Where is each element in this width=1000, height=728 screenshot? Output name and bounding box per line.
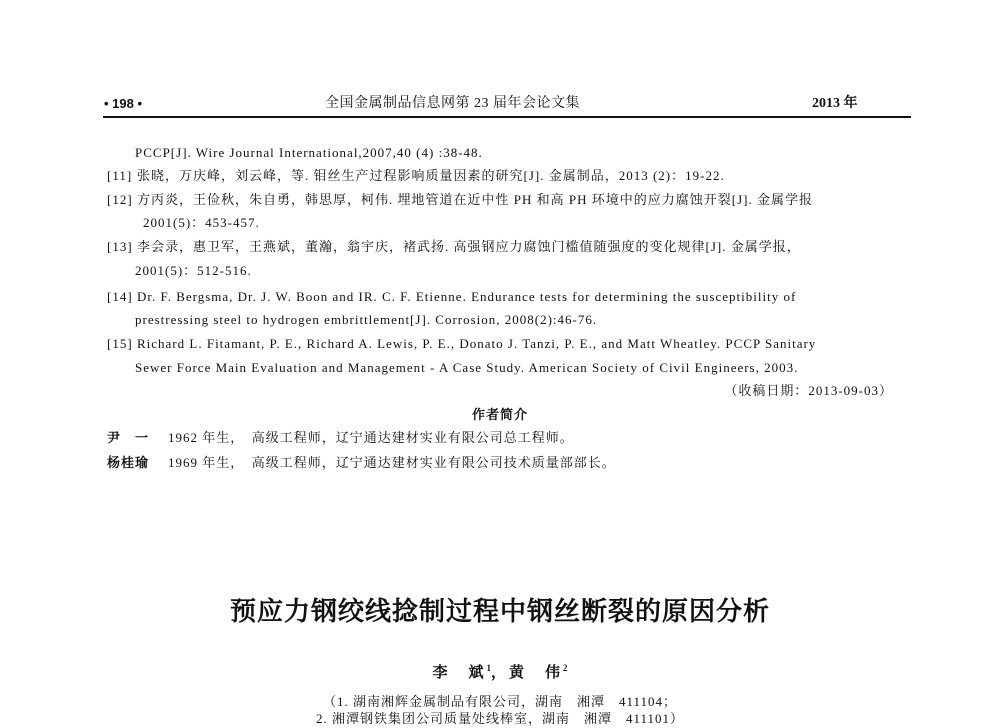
reference-number: [11] [107, 168, 133, 183]
author-separator: ， [490, 665, 509, 681]
reference-number: [13] [107, 239, 133, 254]
reference-text: 方丙炎，王俭秋，朱自勇，韩思厚，柯伟. 埋地管道在近中性 PH 和高 PH 环境中的应力腐蚀开裂[J]. 金属学报 [137, 192, 813, 207]
author-bio-entry [107, 455, 616, 471]
reference-number: [12] [107, 192, 133, 207]
affiliation-mark: 1 [486, 663, 491, 673]
author-bio-text: 1962 年生， 高级工程师，辽宁通达建材实业有限公司总工程师。 [168, 430, 574, 445]
affiliation-line: （1. 湖南湘辉金属制品有限公司，湖南 湘潭 411104； [322, 694, 678, 709]
author-name: 杨桂瑜 [107, 455, 150, 470]
reference-item [107, 239, 801, 255]
reference-number: [15] [107, 336, 133, 351]
reference-text: Dr. F. Bergsma, Dr. J. W. Boon and IR. C. F. Etienne. Endurance tests for determining the susceptibility of [137, 289, 797, 304]
author-bio-text: 1969 年生， 高级工程师，辽宁通达建材实业有限公司技术质量部部长。 [168, 455, 616, 470]
reference-item [107, 168, 725, 184]
header-rule [103, 116, 911, 118]
reference-text-continued: 2001(5)：453-457. [143, 215, 260, 230]
article-authors [0, 664, 1000, 682]
reference-text: 李会录，惠卫军，王燕斌，董瀚，翁宇庆，褚武扬. 高强钢应力腐蚀门槛值随强度的变化规律[J]. 金属学报， [137, 239, 801, 254]
reference-text: Richard L. Fitamant, P. E., Richard A. Lewis, P. E., Donato J. Tanzi, P. E., and Matt Wheatley. PCCP Sanitary [137, 336, 817, 351]
reference-number: [14] [107, 289, 133, 304]
reference-item [107, 336, 816, 352]
header-year: 2013 年 [812, 96, 858, 111]
reference-text-continued: Sewer Force Main Evaluation and Management - A Case Study. American Society of Civil Engineers, 2003. [135, 360, 799, 375]
affiliation-line: 2. 湘潭钢铁集团公司质量处线棒室，湖南 湘潭 411101） [315, 711, 685, 726]
affiliation-mark: 2 [563, 663, 568, 673]
article-author-name: 李 斌 [432, 665, 487, 681]
proceedings-title: 全国金属制品信息网第 23 届年会论文集 [325, 96, 580, 111]
reference-text-continued: 2001(5)：512-516. [135, 263, 252, 278]
reference-text-continued: prestressing steel to hydrogen embrittlement[J]. Corrosion, 2008(2):46-76. [135, 312, 598, 327]
author-bio-entry [107, 430, 574, 446]
author-bio-heading: 作者简介 [471, 407, 528, 422]
page-number: • 198 • [104, 96, 143, 111]
article-author-name: 黄 伟 [509, 665, 564, 681]
received-date: （收稿日期：2013-09-03） [724, 383, 893, 398]
reference-text: 张晓，万庆峰，刘云峰，等. 钼丝生产过程影响质量因素的研究[J]. 金属制品，2013 (2)：19-22. [137, 168, 725, 183]
author-name: 尹 一 [107, 430, 150, 445]
article-title: 预应力钢绞线捻制过程中钢丝断裂的原因分析 [229, 597, 770, 627]
reference-item [107, 192, 813, 208]
reference-continuation: PCCP[J]. Wire Journal International,2007,40 (4) :38-48. [135, 145, 483, 160]
reference-item [107, 289, 796, 305]
